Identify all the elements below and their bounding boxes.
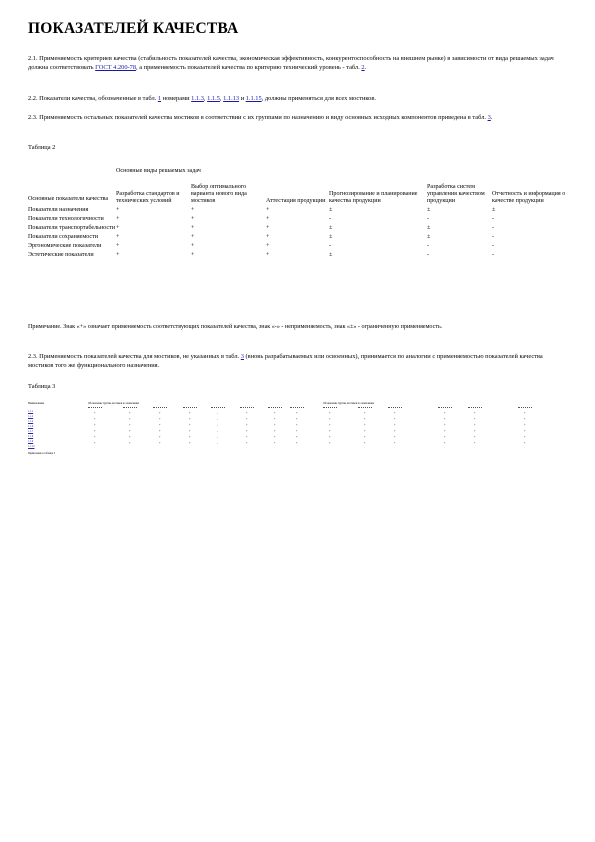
table-cell: ± bbox=[427, 234, 431, 240]
table-cell: + bbox=[266, 225, 270, 231]
table-3-cell: + bbox=[159, 442, 161, 445]
paragraph-text: 2.3. Применяемость показателей качества для мостиков, не указанных в табл. bbox=[28, 353, 241, 360]
table-3-cell: + bbox=[364, 418, 366, 421]
table-3-cell: + bbox=[296, 442, 298, 445]
table-cell: + bbox=[116, 207, 120, 213]
table-3-cell: + bbox=[394, 436, 396, 439]
gost-link[interactable]: ГОСТ 4.200-78 bbox=[95, 64, 137, 71]
table-3-cell: + bbox=[159, 436, 161, 439]
table-3-cell: + bbox=[246, 430, 248, 433]
table-2-column-header: Аттестация продукции bbox=[266, 198, 326, 204]
table-3-cell: + bbox=[364, 436, 366, 439]
table-3-cell: + bbox=[524, 418, 526, 421]
table-cell: - bbox=[329, 243, 332, 249]
table-3-row-link[interactable]: 1.1.9 bbox=[28, 440, 34, 443]
table-2-column-header: Выбор оптимального варианта нового вида мостиков bbox=[191, 184, 247, 204]
table-cell: - bbox=[492, 234, 495, 240]
table-2-first-header: Основные показатели качества bbox=[28, 196, 109, 202]
table-1-link[interactable]: 1 bbox=[157, 95, 162, 102]
table-cell: ± bbox=[329, 252, 333, 258]
table-2-group-header: Основные виды решаемых задач bbox=[116, 168, 201, 174]
table-cell: + bbox=[191, 252, 195, 258]
table-3-header-left: Наименование bbox=[28, 402, 45, 405]
table-3-row-link[interactable]: 1.1.7 bbox=[28, 430, 34, 433]
table-3-cell: + bbox=[474, 412, 476, 415]
table-3-cell: + bbox=[274, 412, 276, 415]
table-3-header-mid: Обозначение группы мостиков по назначению bbox=[88, 402, 140, 405]
table-3-cell: - bbox=[217, 442, 218, 445]
table-2-body bbox=[28, 205, 568, 259]
paragraph-text: 2.2. Показатели качества, обозначенные в табл. bbox=[28, 95, 158, 102]
table-3-cell: + bbox=[94, 436, 96, 439]
row-label: Эстетические показатели bbox=[28, 252, 94, 258]
table-3-cell: + bbox=[364, 424, 366, 427]
table-3-column-rule bbox=[268, 407, 282, 408]
table-3-cell: + bbox=[296, 430, 298, 433]
table-3-cell: + bbox=[474, 436, 476, 439]
table-3-cell: + bbox=[394, 442, 396, 445]
table-3-cell: + bbox=[296, 412, 298, 415]
table-3-cell: + bbox=[129, 430, 131, 433]
table-2-note: Примечание. Знак «+» означает применяемость соответствующих показателей качества, знак «-» - неприменяемость, знак «±» - ограниченную применяемость. bbox=[28, 324, 443, 330]
paragraph-text: и bbox=[239, 95, 246, 102]
table-3-cell: + bbox=[524, 436, 526, 439]
table-3-cell: + bbox=[444, 430, 446, 433]
table-2-link[interactable]: 2 bbox=[361, 64, 365, 71]
paragraph-text: , должны применяться для всех мостиков. bbox=[261, 95, 376, 102]
table-cell: - bbox=[492, 252, 495, 258]
table-3-cell: - bbox=[217, 418, 218, 421]
table-2-column-header: Отчетность и информация о качестве продукции bbox=[492, 191, 566, 204]
table-3-cell: - bbox=[217, 436, 218, 439]
paragraph-2-1 bbox=[28, 54, 563, 72]
table-3-cell: + bbox=[474, 430, 476, 433]
paragraph-text: , а применяемость показателей качества по критерию технический уровень - табл. bbox=[136, 64, 362, 71]
table-3-cell: + bbox=[246, 418, 248, 421]
table-3-cell: + bbox=[329, 424, 331, 427]
table-3-header-mid-2: Обозначение группы мостиков по назначению bbox=[323, 402, 375, 405]
page-title: ПОКАЗАТЕЛЕЙ КАЧЕСТВА bbox=[28, 20, 239, 37]
table-3-cell: + bbox=[274, 430, 276, 433]
table-cell: + bbox=[266, 207, 270, 213]
paragraph-text: . bbox=[364, 64, 367, 71]
table-cell: ± bbox=[427, 225, 431, 231]
table-3-cell: + bbox=[296, 436, 298, 439]
table-3-cell: - bbox=[217, 430, 218, 433]
row-label: Эргономические показатели bbox=[28, 243, 102, 249]
table-3-cell: + bbox=[129, 436, 131, 439]
table-cell: + bbox=[116, 252, 120, 258]
table-cell: ± bbox=[329, 225, 333, 231]
table-cell: + bbox=[191, 225, 195, 231]
table-3-cell: + bbox=[394, 424, 396, 427]
table-3-row-link[interactable]: 1.1.4 bbox=[28, 420, 34, 423]
table-row bbox=[28, 205, 568, 214]
table-3-cell: + bbox=[246, 424, 248, 427]
table-3-column-rule bbox=[211, 407, 225, 408]
table-cell: ± bbox=[427, 207, 431, 213]
table-3-column-rule bbox=[290, 407, 304, 408]
table-3-cell: + bbox=[296, 418, 298, 421]
table-3-column-rule bbox=[123, 407, 137, 408]
table-cell: + bbox=[116, 234, 120, 240]
item-1-1-15-link[interactable]: 1.1.15 bbox=[245, 95, 262, 102]
paragraph-2-2 bbox=[28, 94, 563, 103]
item-1-1-13-link[interactable]: 1.1.13 bbox=[223, 95, 240, 102]
table-3-cell: + bbox=[444, 436, 446, 439]
table-3 bbox=[28, 400, 568, 460]
table-3-column-rule bbox=[438, 407, 452, 408]
table-3-cell: + bbox=[474, 424, 476, 427]
table-cell: - bbox=[329, 216, 332, 222]
item-1-1-3-link[interactable]: 1.1.3 bbox=[191, 95, 204, 102]
row-label: Показатели сохраняемости bbox=[28, 234, 99, 240]
table-3-footer: Примечание к таблице 3 bbox=[28, 452, 55, 455]
table-3-cell: - bbox=[217, 424, 218, 427]
table-3-cell: + bbox=[524, 424, 526, 427]
table-3-row-link[interactable]: 1.1.1 bbox=[28, 410, 34, 413]
table-cell: + bbox=[266, 243, 270, 249]
table-3-cell: + bbox=[329, 436, 331, 439]
table-3-cell: + bbox=[189, 418, 191, 421]
table-3-cell: + bbox=[129, 418, 131, 421]
table-3-cell: + bbox=[189, 412, 191, 415]
table-3-column-rule bbox=[468, 407, 482, 408]
table-3-column-rule bbox=[183, 407, 197, 408]
paragraph-text: 2.1. Применяемость критериев качества (стабильность показателей качества, экономическая эффективность, конкурентоспособность на внешнем рынке) в зависимости от вида решаемых задач должна соответствовать bbox=[28, 55, 554, 71]
table-row bbox=[28, 250, 568, 259]
table-3-cell: + bbox=[94, 418, 96, 421]
row-label: Показатели транспортабельности bbox=[28, 225, 115, 231]
table-row bbox=[28, 214, 568, 223]
paragraph-text: , bbox=[203, 95, 208, 102]
table-3-row-link[interactable]: 1.1.2 bbox=[28, 415, 34, 418]
table-3-cell: + bbox=[189, 424, 191, 427]
table-cell: + bbox=[266, 216, 270, 222]
table-cell: - bbox=[492, 243, 495, 249]
table-2-column-header: Разработка систем управления качеством продукции bbox=[427, 184, 485, 204]
table-3-cell: + bbox=[524, 430, 526, 433]
table-3-cell: + bbox=[94, 412, 96, 415]
table-3-cell: - bbox=[217, 412, 218, 415]
table-3-cell: + bbox=[246, 436, 248, 439]
table-cell: + bbox=[116, 225, 120, 231]
table-3-cell: + bbox=[444, 442, 446, 445]
table-cell: ± bbox=[492, 207, 496, 213]
paragraph-text: . bbox=[490, 114, 493, 121]
table-cell: + bbox=[191, 243, 195, 249]
table-3-cell: + bbox=[129, 424, 131, 427]
item-1-1-5-link[interactable]: 1.1.5 bbox=[207, 95, 220, 102]
table-3-cell: + bbox=[329, 418, 331, 421]
table-3-cell: + bbox=[329, 442, 331, 445]
table-3-cell: + bbox=[189, 430, 191, 433]
table-3-column-rule bbox=[388, 407, 402, 408]
table-3-cell: + bbox=[94, 430, 96, 433]
table-cell: - bbox=[492, 216, 495, 222]
table-3-column-rule bbox=[88, 407, 102, 408]
table-cell: - bbox=[492, 225, 495, 231]
table-3-cell: + bbox=[274, 418, 276, 421]
table-3-cell: + bbox=[296, 424, 298, 427]
table-2-header-row bbox=[28, 184, 568, 205]
table-3-cell: + bbox=[94, 424, 96, 427]
table-3-cell: + bbox=[474, 442, 476, 445]
table-3-column-rule bbox=[518, 407, 532, 408]
table-3-cell: + bbox=[329, 412, 331, 415]
table-3-cell: + bbox=[274, 442, 276, 445]
table-2 bbox=[28, 168, 568, 259]
table-cell: - bbox=[427, 252, 430, 258]
table-2-column-header: Прогнозирование и планирование качества продукции bbox=[329, 191, 418, 204]
table-row bbox=[28, 232, 568, 241]
table-2-empty-cell bbox=[28, 168, 116, 184]
table-3-cell: + bbox=[474, 418, 476, 421]
table-cell: + bbox=[266, 234, 270, 240]
paragraph-text: номерами bbox=[161, 95, 192, 102]
table-3-cell: + bbox=[524, 412, 526, 415]
table-3-cell: + bbox=[159, 424, 161, 427]
table-cell: + bbox=[191, 207, 195, 213]
table-cell: ± bbox=[329, 234, 333, 240]
paragraph-text: 2.3. Применяемость остальных показателей качества мостиков в соответствии с их группами по назначению и виду основных исходных компонентов приведена в табл. bbox=[28, 114, 488, 121]
table-3-cell: + bbox=[129, 442, 131, 445]
table-3-cell: + bbox=[189, 436, 191, 439]
table-3-cell: + bbox=[444, 424, 446, 427]
table-cell: + bbox=[191, 234, 195, 240]
table-cell: - bbox=[427, 243, 430, 249]
table-3-column-rule bbox=[240, 407, 254, 408]
table-2-column-header: Разработка стандартов и технических условий bbox=[116, 191, 180, 204]
paragraph-text: (вновь разрабатываемых или освоенных), принимается по аналогии с применяемостью показателей качества мостиков того же функционального назначения. bbox=[28, 353, 543, 369]
table-3-cell: + bbox=[246, 412, 248, 415]
table-2-caption: Таблица 2 bbox=[28, 144, 56, 151]
table-3-cell: + bbox=[364, 442, 366, 445]
table-3-cell: + bbox=[189, 442, 191, 445]
paragraph-2-3-b bbox=[28, 352, 563, 370]
table-3-cell: + bbox=[159, 412, 161, 415]
table-3-cell: + bbox=[274, 436, 276, 439]
table-3-cell: + bbox=[159, 430, 161, 433]
table-3-cell: + bbox=[129, 412, 131, 415]
table-3-row-link[interactable]: 1.1.8 bbox=[28, 435, 34, 438]
paragraph-2-3-a bbox=[28, 113, 563, 122]
table-cell: ± bbox=[329, 207, 333, 213]
table-3-link[interactable]: 3 bbox=[240, 353, 244, 360]
row-label: Показатели назначения bbox=[28, 207, 89, 213]
table-3-cell: + bbox=[444, 412, 446, 415]
table-3-cell: + bbox=[159, 418, 161, 421]
table-3-caption: Таблица 3 bbox=[28, 383, 56, 390]
table-cell: + bbox=[266, 252, 270, 258]
table-3-cell: + bbox=[394, 430, 396, 433]
table-3-column-rule bbox=[358, 407, 372, 408]
table-cell: + bbox=[116, 243, 120, 249]
table-3-row-link[interactable]: 1.1.6 bbox=[28, 425, 34, 428]
table-3-link[interactable]: 3 bbox=[487, 114, 491, 121]
table-3-row-link[interactable]: 1.1.10 bbox=[28, 445, 35, 448]
table-3-column-rule bbox=[323, 407, 337, 408]
table-3-cell: + bbox=[524, 442, 526, 445]
row-label: Показатели технологичности bbox=[28, 216, 104, 222]
table-3-cell: + bbox=[364, 430, 366, 433]
table-3-cell: + bbox=[274, 424, 276, 427]
table-cell: - bbox=[427, 216, 430, 222]
table-cell: + bbox=[116, 216, 120, 222]
table-row bbox=[28, 241, 568, 250]
paragraph-text: , bbox=[219, 95, 224, 102]
table-cell: + bbox=[191, 216, 195, 222]
table-3-cell: + bbox=[246, 442, 248, 445]
table-3-cell: + bbox=[444, 418, 446, 421]
table-3-column-rule bbox=[153, 407, 167, 408]
table-3-cell: + bbox=[364, 412, 366, 415]
table-3-cell: + bbox=[394, 412, 396, 415]
table-3-cell: + bbox=[329, 430, 331, 433]
table-row bbox=[28, 223, 568, 232]
table-3-cell: + bbox=[94, 442, 96, 445]
table-3-cell: + bbox=[394, 418, 396, 421]
